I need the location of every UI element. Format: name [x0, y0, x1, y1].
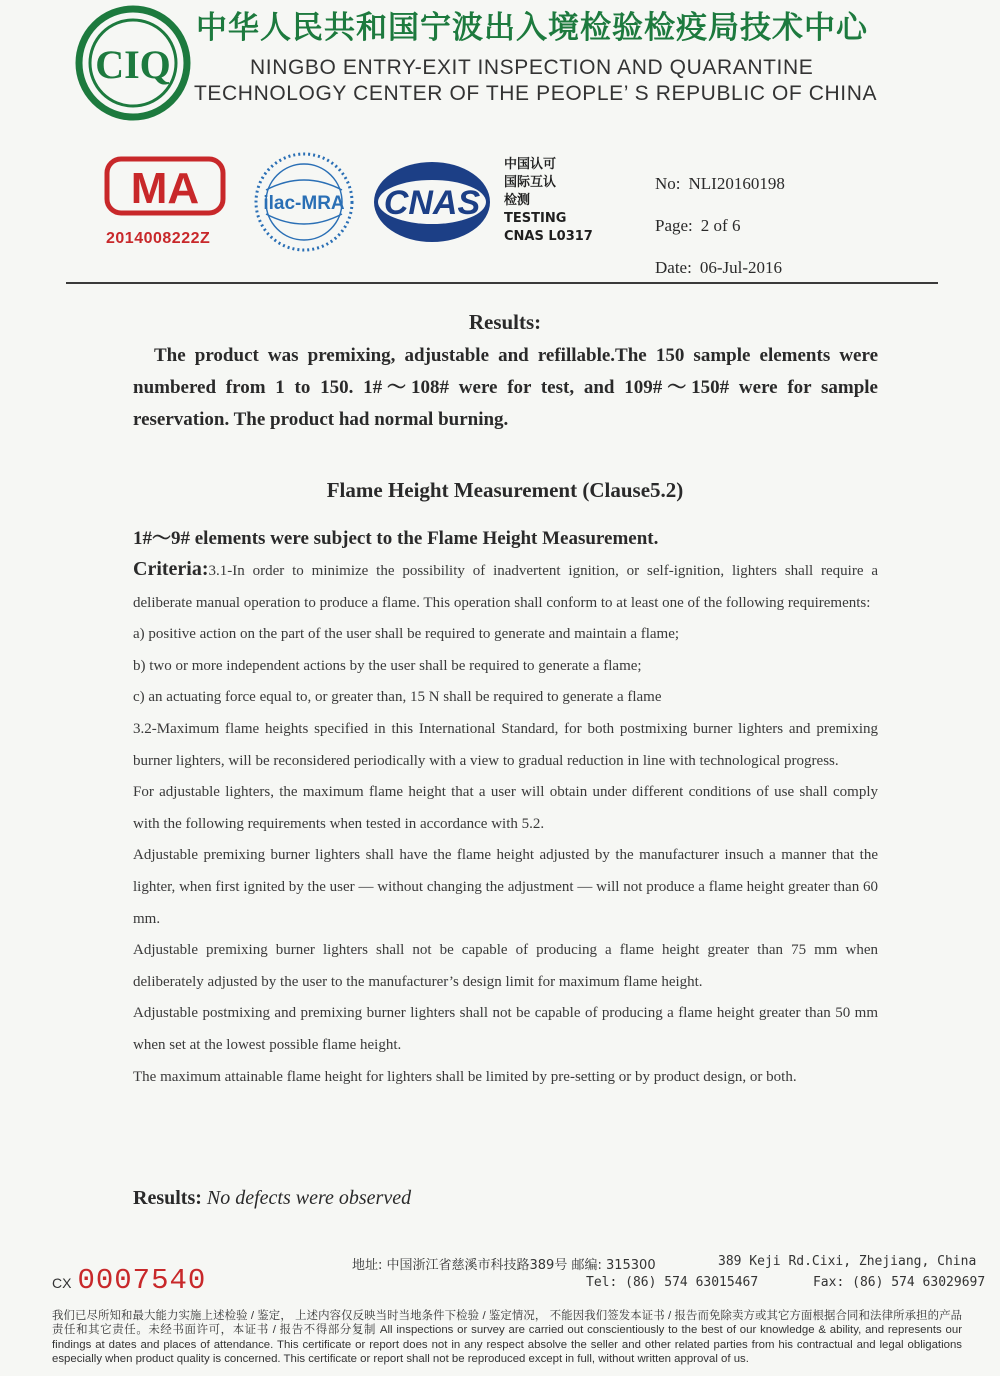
fax: Fax: (86) 574 63029697 [812, 1275, 986, 1290]
report-date [655, 258, 782, 278]
ilac-mra-logo-icon [252, 150, 356, 254]
contact-line [586, 1275, 985, 1290]
results-paragraph: The product was premixing, adjustable and refillable.The 150 sample elements were numbered from 1 to 150. 1#～108# were for test, and 109#～150# were for sample reservation. The product had normal burning. [133, 345, 878, 430]
serial-prefix: CX [52, 1275, 72, 1291]
page-value: 2 of 6 [700, 216, 741, 235]
cnas-line: 国际互认 [504, 175, 557, 190]
premixing-60mm-paragraph: Adjustable premixing burner lighters shall have the flame height adjusted by the manufacturer insuch a manner that the lighter, when first ignited by the user — without changing the adjustment — will not produce a flame height greater than 60 mm. [133, 847, 878, 927]
page-indicator [655, 216, 740, 236]
adjustable-lighters-paragraph: For adjustable lighters, the maximum flame height that a user will obtain under different conditions of use shall comply with the following requirements when tested in accordance with 5.2. [133, 784, 878, 832]
results-heading: Results: [468, 310, 542, 334]
cnas-accreditation-text [504, 156, 614, 246]
flame-result-label: Results: [133, 1187, 202, 1209]
ma-certificate-number: 2014008222Z [106, 230, 211, 247]
cnas-logo-text: CNAS [383, 184, 481, 222]
requirement-b: b) two or more independent actions by the user shall be required to generate a flame; [133, 657, 642, 674]
org-name-english-line1: NINGBO ENTRY-EXIT INSPECTION AND QUARANTINE [250, 56, 814, 79]
criteria-intro [133, 554, 878, 619]
section-title: Flame Height Measurement (Clause5.2) [326, 478, 684, 502]
serial-value: 0007540 [77, 1264, 207, 1297]
requirement-a: a) positive action on the part of the user shall be required to generate and maintain a flame; [133, 626, 680, 643]
cnas-line: TESTING [504, 211, 567, 226]
subject-line: 1#～9# elements were subject to the Flame Height Measurement. [133, 528, 659, 549]
report-number-label: No: [655, 174, 681, 193]
postmixing-50mm-paragraph: Adjustable postmixing and premixing burner lighters shall not be capable of producing a flame height greater than 50 mm when set at the lowest possible flame height. [133, 1005, 878, 1053]
cnas-line: CNAS L0317 [504, 229, 593, 244]
flame-result [133, 1187, 733, 1210]
serial-number [52, 1264, 206, 1297]
cnas-line: 检测 [504, 193, 531, 208]
date-value: 06-Jul-2016 [699, 258, 782, 277]
address-english: 389 Keji Rd.Cixi, Zhejiang, China [718, 1254, 977, 1269]
clause-3-2-paragraph: 3.2-Maximum flame heights specified in this International Standard, for both postmixing burner lighters and premixing burner lighters, will be reconsidered periodically with a view to gradual reduction in line with technological progress. [133, 720, 878, 769]
ciq-logo-icon [74, 4, 192, 122]
criteria-block [133, 554, 878, 1093]
criteria-label: Criteria: [133, 558, 209, 580]
report-number-value: NLI20160198 [688, 174, 785, 193]
max-flame-paragraph: The maximum attainable flame height for lighters shall be limited by pre-setting or by product design, or both. [133, 1068, 797, 1085]
telephone: Tel: (86) 574 63015467 [586, 1275, 759, 1290]
criteria-intro-text: 3.1-In order to minimize the possibility of inadvertent ignition, or self-ignition, lighters shall require a deliberate manual operation to produce a flame. This operation shall conform to at least one of the following requirements: [133, 563, 878, 611]
premixing-75mm-paragraph: Adjustable premixing burner lighters shall not be capable of producing a flame height greater than 75 mm when deliberately adjusted by the user to the manufacturer’s design limit for maximum flame height. [133, 942, 878, 990]
org-name-chinese: 中华人民共和国宁波出入境检验检疫局技术中心 [196, 10, 868, 46]
date-label: Date: [655, 258, 692, 277]
report-number [655, 174, 785, 194]
ma-logo-icon [104, 156, 226, 216]
header-divider [66, 282, 938, 284]
cnas-logo-icon [370, 158, 494, 246]
org-name-english-line2: TECHNOLOGY CENTER OF THE PEOPLE’ S REPUBLIC OF CHINA [194, 82, 878, 105]
page-label: Page: [655, 216, 693, 235]
disclaimer: 我们已尽所知和最大能力实施上述检验 / 鉴定， 上述内容仅反映当时当地条件下检验 / 鉴定情况， 不能因我们签发本证书 / 报告而免除卖方或其它方面根据合同和法律所承担的产品责任和其它责任。未经书面许可，本证书 / 报告不得部分复制 All inspections or survey are carried out conscientiously to the best of our knowledge & ability, and represents our findings at dates and places of attendance. This certificate or report does not in any respect absolve the seller and other related parties from his contractual and legal obligations especially when product quality is concerned. This certificate or report shall not be reproduced except in full, without written approval of us. [52, 1310, 962, 1366]
flame-result-text: No defects were observed [206, 1187, 412, 1209]
requirement-c: c) an actuating force equal to, or greater than, 15 N shall be required to generate a flame [133, 689, 662, 706]
ciq-logo-text: CIQ [95, 42, 171, 87]
ma-logo-text: MA [130, 164, 200, 213]
ilac-mra-logo-text: ilac-MRA [263, 193, 345, 214]
address-chinese: 地址: 中国浙江省慈溪市科技路389号 邮编: 315300 [352, 1258, 656, 1273]
cnas-line: 中国认可 [504, 157, 557, 172]
